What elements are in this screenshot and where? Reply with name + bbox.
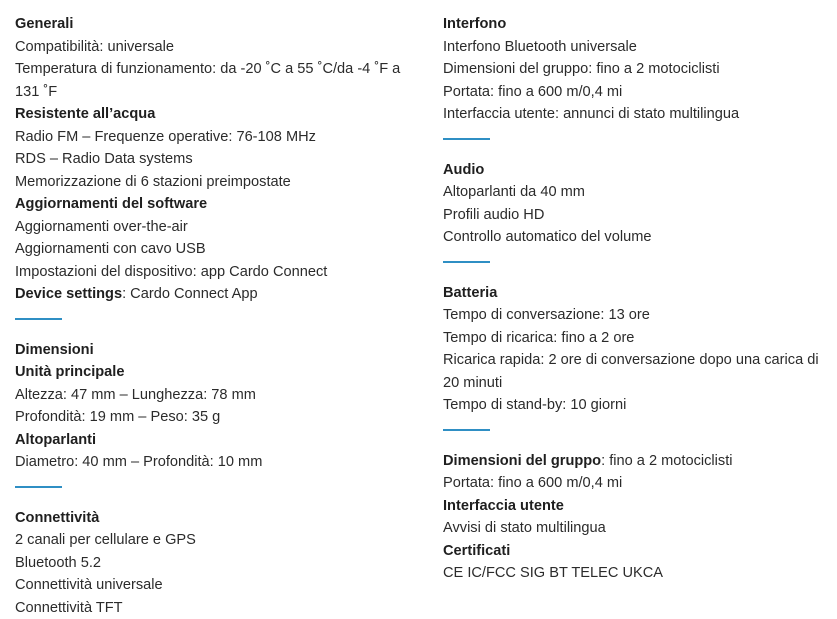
spec-group-dimensions	[443, 450, 833, 473]
device-settings-label: Device settings	[15, 286, 122, 302]
spec-status-alerts: Avvisi di stato multilingua	[443, 517, 833, 540]
spec-device-settings-it: Impostazioni del dispositivo: app Cardo Connect	[15, 261, 425, 284]
heading-batteria: Batteria	[443, 282, 833, 305]
heading-user-interface: Interfaccia utente	[443, 495, 833, 518]
spec-group-size: Dimensioni del gruppo: fino a 2 motociclisti	[443, 58, 833, 81]
spec-height-length: Altezza: 47 mm – Lunghezza: 78 mm	[15, 384, 425, 407]
section-divider	[15, 318, 62, 320]
spec-temperature: Temperatura di funzionamento: da -20 ˚C a 55 ˚C/da -4 ˚F a 131 ˚F	[15, 58, 410, 103]
device-settings-value: : Cardo Connect App	[122, 286, 257, 302]
heading-main-unit: Unità principale	[15, 361, 425, 384]
heading-software-updates: Aggiornamenti del software	[15, 193, 425, 216]
section-divider	[443, 429, 490, 431]
spec-talk-time: Tempo di conversazione: 13 ore	[443, 304, 833, 327]
spec-radio: Radio FM – Frequenze operative: 76-108 MHz	[15, 126, 425, 149]
spec-speakers-40mm: Altoparlanti da 40 mm	[443, 181, 833, 204]
spec-charge-time: Tempo di ricarica: fino a 2 ore	[443, 327, 833, 350]
spec-tft-connectivity: Connettività TFT	[15, 597, 425, 619]
spec-bluetooth: Bluetooth 5.2	[15, 552, 425, 575]
spec-usb: Aggiornamenti con cavo USB	[15, 238, 425, 261]
heading-certificates: Certificati	[443, 540, 833, 563]
heading-interfono: Interfono	[443, 13, 833, 36]
spec-range-2: Portata: fino a 600 m/0,4 mi	[443, 472, 833, 495]
group-dimensions-value: : fino a 2 motociclisti	[601, 453, 732, 469]
spec-hd-audio: Profili audio HD	[443, 204, 833, 227]
heading-audio: Audio	[443, 159, 833, 182]
heading-speakers: Altoparlanti	[15, 429, 425, 452]
spec-user-interface: Interfaccia utente: annunci di stato multilingua	[443, 103, 833, 126]
spec-universal-connectivity: Connettività universale	[15, 574, 425, 597]
spec-certificates: CE IC/FCC SIG BT TELEC UKCA	[443, 562, 833, 585]
spec-fast-charge: Ricarica rapida: 2 ore di conversazione dopo una carica di 20 minuti	[443, 349, 833, 394]
section-divider	[443, 261, 490, 263]
spec-auto-volume: Controllo automatico del volume	[443, 226, 833, 249]
section-divider	[15, 486, 62, 488]
section-divider	[443, 138, 490, 140]
heading-connettivita: Connettività	[15, 507, 425, 530]
spec-range: Portata: fino a 600 m/0,4 mi	[443, 81, 833, 104]
spec-speaker-size: Diametro: 40 mm – Profondità: 10 mm	[15, 451, 425, 474]
spec-rds: RDS – Radio Data systems	[15, 148, 425, 171]
heading-dimensioni: Dimensioni	[15, 339, 425, 362]
spec-standby: Tempo di stand-by: 10 giorni	[443, 394, 833, 417]
right-column	[443, 13, 833, 585]
spec-depth-weight: Profondità: 19 mm – Peso: 35 g	[15, 406, 425, 429]
spec-device-settings	[15, 283, 425, 306]
spec-compatibility: Compatibilità: universale	[15, 36, 425, 59]
heading-generali: Generali	[15, 13, 425, 36]
spec-channels: 2 canali per cellulare e GPS	[15, 529, 425, 552]
spec-ota: Aggiornamenti over-the-air	[15, 216, 425, 239]
spec-memory: Memorizzazione di 6 stazioni preimpostate	[15, 171, 425, 194]
left-column	[15, 13, 425, 619]
spec-intercom: Interfono Bluetooth universale	[443, 36, 833, 59]
heading-water-resistant: Resistente all’acqua	[15, 103, 425, 126]
group-dimensions-label: Dimensioni del gruppo	[443, 453, 601, 469]
